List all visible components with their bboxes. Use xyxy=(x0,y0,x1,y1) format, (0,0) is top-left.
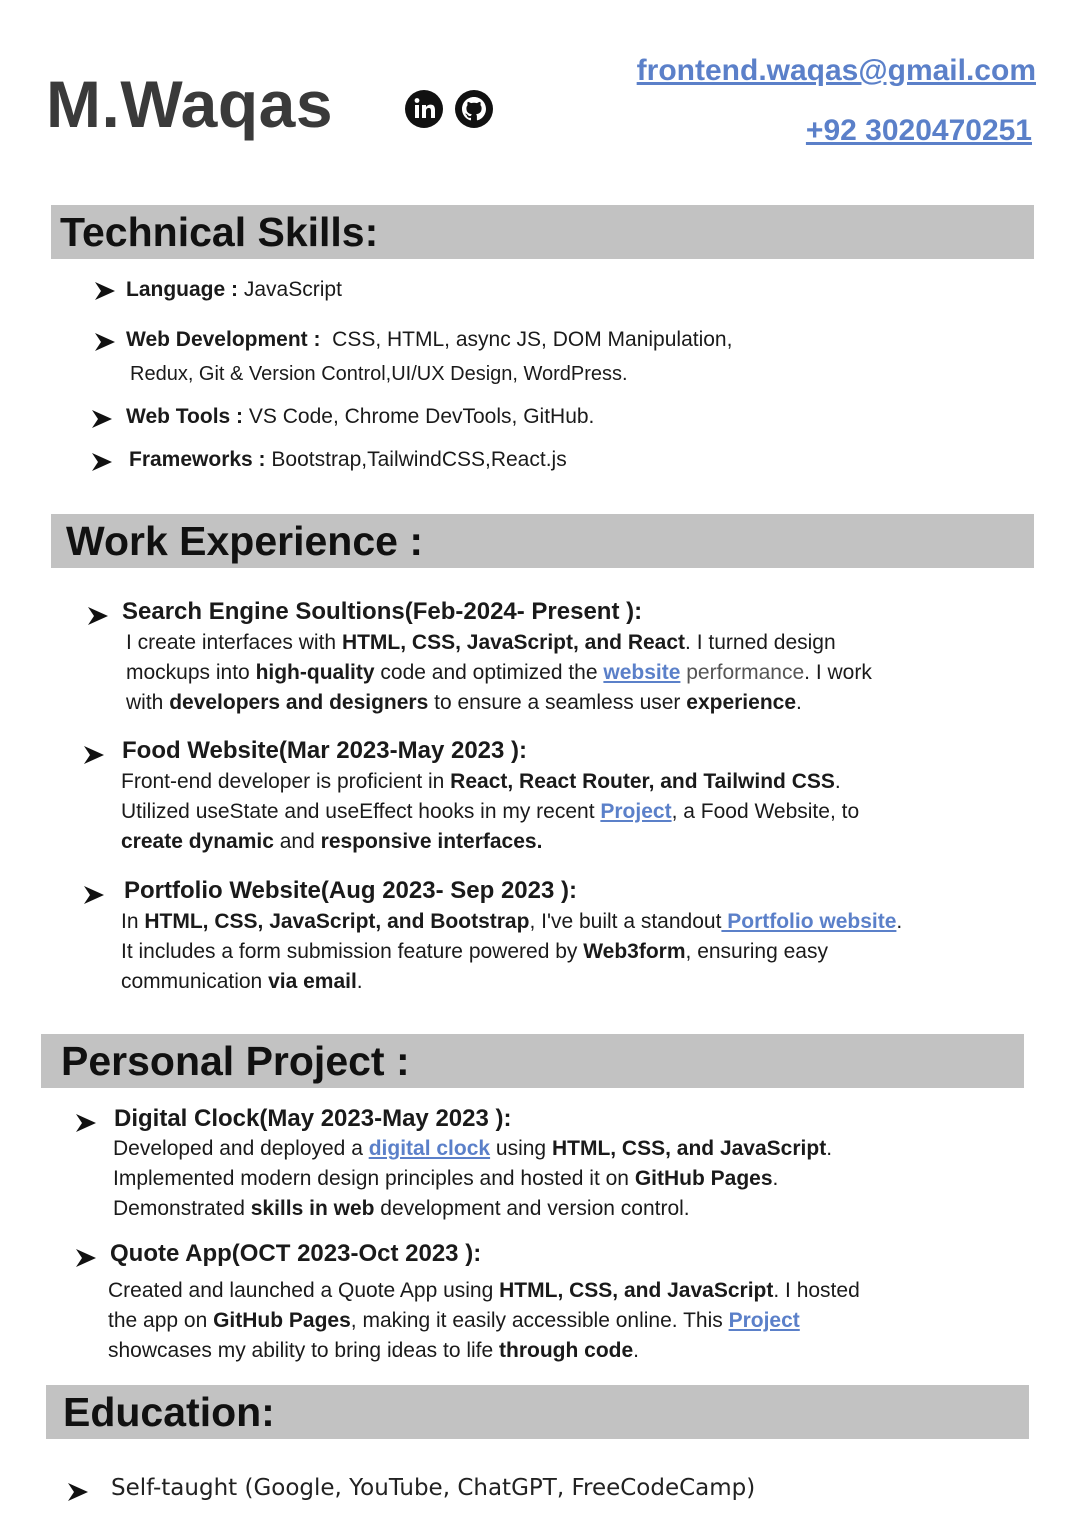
email-link[interactable]: frontend.waqas@gmail.com xyxy=(636,54,1036,87)
skill-label: Frameworks : xyxy=(129,448,266,471)
text: GitHub Pages xyxy=(213,1309,351,1332)
text: responsive interfaces. xyxy=(320,830,543,853)
text: and xyxy=(273,830,321,853)
job-title: Portfolio Website(Aug 2023- Sep 2023 ): xyxy=(124,877,577,904)
text: Created and launched a Quote App using xyxy=(108,1279,500,1302)
section-title: Education: xyxy=(63,1388,275,1435)
text: . xyxy=(633,1339,640,1362)
project-link[interactable]: Project xyxy=(728,1309,800,1332)
skill-label: Language : xyxy=(126,278,239,301)
skill-label: Web Development : xyxy=(126,328,321,351)
text: HTML, CSS, and JavaScript xyxy=(551,1137,827,1160)
text: , ensuring easy xyxy=(685,940,828,963)
text: communication xyxy=(121,970,269,993)
text: high-quality xyxy=(255,661,375,684)
section-title: Technical Skills: xyxy=(60,208,379,255)
text: Developed and deployed a xyxy=(113,1137,369,1160)
text: developers and designers xyxy=(169,691,429,714)
bullet-arrow-icon xyxy=(68,1483,88,1501)
digital-clock-link[interactable]: digital clock xyxy=(368,1137,491,1160)
section-personal-project xyxy=(41,1034,1024,1088)
text: HTML, CSS, JavaScript, and React xyxy=(341,631,686,654)
job-title: Search Engine Soultions(Feb-2024- Present ): xyxy=(122,598,643,625)
section-title: Work Experience : xyxy=(66,517,423,564)
job-description-line xyxy=(121,827,542,857)
bullet-arrow-icon xyxy=(84,886,104,904)
text: code and optimized the xyxy=(374,661,604,684)
text: Front-end developer is proficient in xyxy=(121,770,451,793)
text: Demonstrated xyxy=(113,1197,251,1220)
project-description-line xyxy=(113,1194,690,1224)
text: the app on xyxy=(108,1309,214,1332)
text: . I work xyxy=(804,661,872,684)
bullet-arrow-icon xyxy=(88,607,108,625)
project-title: Quote App(OCT 2023-Oct 2023 ): xyxy=(110,1240,482,1267)
project-description-line xyxy=(113,1134,832,1164)
text: React, React Router, and Tailwind CSS xyxy=(450,770,835,793)
text: It includes a form submission feature powered by xyxy=(121,940,584,963)
education-item: Self-taught (Google, YouTube, ChatGPT, FreeCodeCamp) xyxy=(111,1475,756,1501)
text: Implemented modern design principles and hosted it on xyxy=(113,1167,635,1190)
section-title: Personal Project : xyxy=(61,1037,410,1084)
text: , I've built a standout xyxy=(529,910,722,933)
text: . xyxy=(772,1167,779,1190)
text: using xyxy=(490,1137,552,1160)
text: I create interfaces with xyxy=(126,631,342,654)
text: In xyxy=(121,910,145,933)
skill-language xyxy=(126,275,342,305)
text: development and version control. xyxy=(374,1197,690,1220)
project-link[interactable]: Project xyxy=(600,800,672,823)
skill-value: CSS, HTML, async JS, DOM Manipulation, xyxy=(332,328,733,351)
job-description-line xyxy=(126,658,872,688)
job-description-line xyxy=(121,797,859,827)
job-description-line xyxy=(121,907,902,937)
text: to ensure a seamless user xyxy=(428,691,687,714)
text: . xyxy=(796,691,802,714)
text: experience xyxy=(686,691,797,714)
job-description-line xyxy=(121,967,363,997)
text: , making it easily accessible online. This xyxy=(350,1309,729,1332)
social-icons xyxy=(404,89,494,129)
project-description-line xyxy=(108,1336,639,1366)
text: Web3form xyxy=(583,940,686,963)
text: . xyxy=(826,1137,833,1160)
skill-frameworks xyxy=(129,445,567,475)
skill-label: Web Tools : xyxy=(126,405,244,428)
job-description-line xyxy=(126,688,802,718)
job-title: Food Website(Mar 2023-May 2023 ): xyxy=(122,737,528,764)
bullet-arrow-icon xyxy=(76,1249,96,1267)
text: . I turned design xyxy=(685,631,836,654)
text: showcases my ability to bring ideas to life xyxy=(108,1339,500,1362)
text: via email xyxy=(268,970,357,993)
text: Utilized useState and useEffect hooks in my recent xyxy=(121,800,601,823)
job-description-line xyxy=(126,628,836,658)
text: HTML, CSS, JavaScript, and Bootstrap xyxy=(144,910,530,933)
text: HTML, CSS, and JavaScript xyxy=(499,1279,774,1302)
text: mockups into xyxy=(126,661,256,684)
project-title: Digital Clock(May 2023-May 2023 ): xyxy=(114,1105,512,1132)
text: GitHub Pages xyxy=(634,1167,773,1190)
phone-link[interactable]: +92 3020470251 xyxy=(805,114,1032,147)
bullet-arrow-icon xyxy=(84,746,104,764)
website-link[interactable]: website xyxy=(603,661,681,684)
text: with xyxy=(126,691,170,714)
text: create dynamic xyxy=(121,830,274,853)
skill-value-cont: Redux, Git & Version Control,UI/UX Design, WordPress. xyxy=(130,363,628,385)
text: skills in web xyxy=(250,1197,375,1220)
candidate-name: M.Waqas xyxy=(46,67,334,141)
bullet-arrow-icon xyxy=(76,1114,96,1132)
text: , a Food Website, to xyxy=(671,800,860,823)
skill-web-tools xyxy=(126,402,594,432)
text: through code xyxy=(499,1339,634,1362)
bullet-arrow-icon xyxy=(92,453,112,471)
section-technical-skills xyxy=(51,205,1034,259)
portfolio-website-link[interactable]: Portfolio website xyxy=(721,910,897,933)
text: . xyxy=(834,770,841,793)
text: . xyxy=(896,910,903,933)
text: . xyxy=(356,970,363,993)
linkedin-icon[interactable] xyxy=(404,89,444,129)
project-description-line xyxy=(108,1306,800,1336)
skill-value: JavaScript xyxy=(243,278,342,301)
skill-value: VS Code, Chrome DevTools, GitHub. xyxy=(248,405,595,428)
bullet-arrow-icon xyxy=(95,333,115,351)
skill-web-development xyxy=(126,325,732,355)
bullet-arrow-icon xyxy=(92,410,112,428)
project-description-line xyxy=(108,1276,860,1306)
job-description-line xyxy=(121,937,828,967)
job-description-line xyxy=(121,767,841,797)
section-work-experience xyxy=(51,514,1034,568)
text: performance xyxy=(680,661,805,684)
section-education xyxy=(46,1385,1029,1439)
text: . I hosted xyxy=(773,1279,860,1302)
skill-value: Bootstrap,TailwindCSS,React.js xyxy=(271,448,567,471)
bullet-arrow-icon xyxy=(95,282,115,300)
github-icon[interactable] xyxy=(454,89,494,129)
project-description-line xyxy=(113,1164,778,1194)
